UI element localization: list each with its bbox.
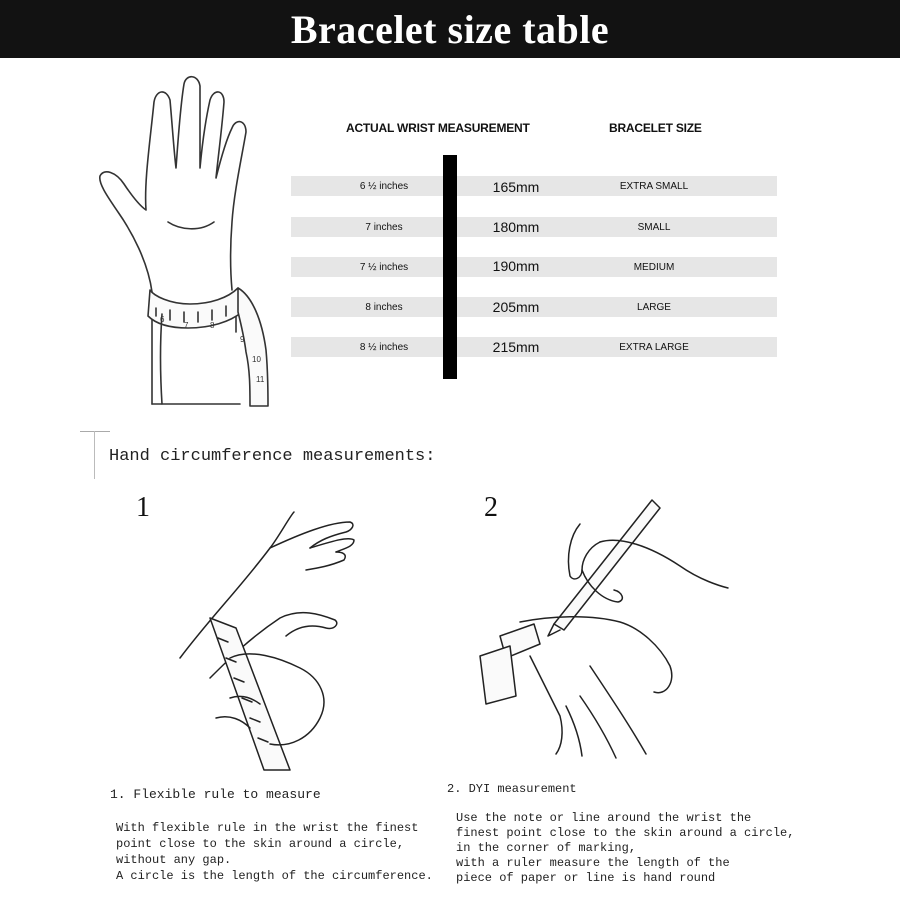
row-size: EXTRA SMALL (619, 181, 689, 192)
tape-tick: 8 (210, 321, 215, 330)
hand-measuring-illustration (90, 72, 300, 412)
section-title: Hand circumference measurements: (109, 447, 436, 466)
header-wrist-measurement: ACTUAL WRIST MEASUREMENT (346, 121, 530, 135)
step1-line: point close to the skin around a circle, (116, 837, 405, 851)
tape-tick: 6 (160, 315, 165, 324)
row-mm: 215mm (492, 339, 540, 355)
row-inches: 8 ½ inches (359, 342, 409, 353)
tape-tick: 10 (252, 355, 261, 364)
row-mm: 180mm (492, 219, 540, 235)
row-size: SMALL (637, 222, 671, 233)
flexible-rule-illustration (170, 508, 370, 778)
step2-line: finest point close to the skin around a circle, (456, 826, 795, 840)
table-divider (443, 155, 457, 379)
row-mm: 165mm (492, 179, 540, 195)
corner-mark (80, 431, 110, 432)
row-inches: 6 ½ inches (359, 181, 409, 192)
row-mm: 205mm (492, 299, 540, 315)
tape-tick: 11 (256, 375, 265, 384)
header-bracelet-size: BRACELET SIZE (609, 121, 702, 135)
step2-line: with a ruler measure the length of the (456, 856, 730, 870)
step-number: 2 (484, 492, 498, 523)
step1-line: A circle is the length of the circumference. (116, 869, 433, 883)
step1-line: without any gap. (116, 853, 232, 867)
row-inches: 8 inches (365, 302, 403, 313)
row-mm: 190mm (492, 258, 540, 274)
step2-line: Use the note or line around the wrist the (456, 811, 752, 825)
step2-caption: 2. DYI measurement (447, 782, 577, 796)
step1-line: With flexible rule in the wrist the finest (116, 821, 419, 835)
tape-tick: 9 (240, 335, 245, 344)
row-inches: 7 ½ inches (359, 262, 409, 273)
title-banner (0, 0, 900, 58)
row-size: MEDIUM (633, 262, 675, 273)
row-inches: 7 inches (365, 222, 403, 233)
step2-line: piece of paper or line is hand round (456, 871, 716, 885)
dyi-measurement-illustration (470, 496, 730, 771)
tape-tick: 7 (184, 321, 189, 330)
corner-mark (94, 431, 95, 479)
step-number: 1 (136, 492, 150, 523)
step1-caption: 1. Flexible rule to measure (110, 787, 321, 802)
row-size: EXTRA LARGE (619, 342, 689, 353)
step2-line: in the corner of marking, (456, 841, 637, 855)
row-size: LARGE (637, 302, 671, 313)
page-title: Bracelet size table (290, 6, 610, 52)
